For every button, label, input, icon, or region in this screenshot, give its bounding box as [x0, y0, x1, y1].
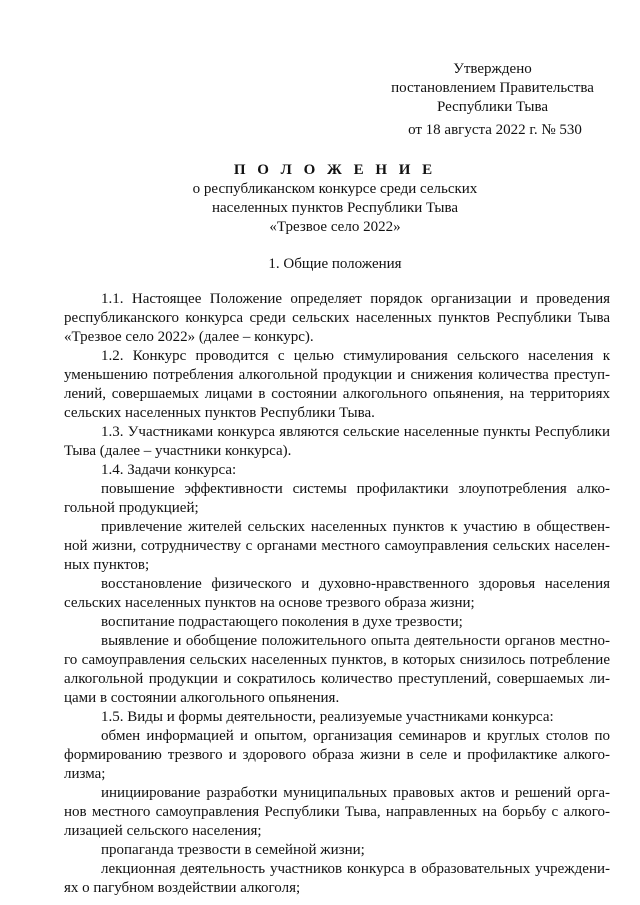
paragraph: обмен информацией и опытом, организация семинаров и круглых столов по формированию трезвого и здорового образа жизни в селе и профилактике алкоголизма;: [64, 728, 610, 782]
paragraph: пропаганда трезвости в семейной жизни;: [101, 842, 365, 858]
paragraph: инициирование разработки муниципальных правовых актов и решений органов местного самоуправления Республики Тыва, направленных на борьбу с алкоголизацией сельского населения;: [64, 785, 610, 839]
approval-date: от 18 августа 2022 г. № 530: [408, 122, 582, 138]
approval-line-1: Утверждено: [453, 61, 532, 77]
paragraph: лекционная деятельность участников конкурса в образовательных учреждениях о пагубном воздействии алкоголя;: [64, 861, 610, 896]
section-heading: 1. Общие положения: [268, 256, 402, 272]
paragraph: привлечение жителей сельских населенных пунктов к участию в общественной жизни, сотрудничеству с органами местного самоуправления сельских населенных пунктов;: [64, 519, 610, 573]
document-subtitle-line-2: населенных пунктов Республики Тыва: [211, 200, 459, 216]
paragraph: воспитание подрастающего поколения в духе трезвости;: [101, 614, 463, 630]
paragraph: 1.5. Виды и формы деятельности, реализуемые участниками конкурса:: [101, 709, 554, 725]
paragraph: 1.2. Конкурс проводится с целью стимулирования сельского населения к уменьшению потребления алкогольной продукции и снижения количества преступлений, совершаемых лицами в состоянии алкогольного опьянения, на территориях сельских населенных пунктов Республики Тыва.: [64, 348, 610, 421]
paragraph: 1.4. Задачи конкурса:: [101, 462, 237, 478]
document-title: П О Л О Ж Е Н И Е: [233, 162, 437, 178]
document-subtitle-line-3: «Трезвое село 2022»: [269, 219, 401, 235]
paragraph: 1.3. Участниками конкурса являются сельские населенные пункты Республики Тыва (далее – участники конкурса).: [64, 424, 610, 459]
paragraph: выявление и обобщение положительного опыта деятельности органов местного самоуправления сельских населенных пунктов, в которых снизилось потребление алкогольной продукции и сократилось количество преступлений, совершаемых лицами в состоянии алкогольного опьянения.: [64, 633, 610, 706]
paragraph: 1.1. Настоящее Положение определяет порядок организации и проведения республиканского конкурса среди сельских населенных пунктов Республики Тыва «Трезвое село 2022» (далее – конкурс).: [64, 291, 610, 345]
approval-line-2: постановлением Правительства: [391, 80, 594, 96]
approval-stamp: [385, 60, 600, 117]
document-body: [64, 290, 610, 898]
paragraph: повышение эффективности системы профилактики злоупотребления алкогольной продукцией;: [64, 481, 610, 516]
paragraph: восстановление физического и духовно-нравственного здоровья населения сельских населенных пунктов на основе трезвого образа жизни;: [64, 576, 610, 611]
approval-line-3: Республики Тыва: [436, 99, 549, 115]
document-subtitle-line-1: о республиканском конкурсе среди сельских: [192, 181, 478, 197]
document-title-block: [140, 161, 530, 237]
